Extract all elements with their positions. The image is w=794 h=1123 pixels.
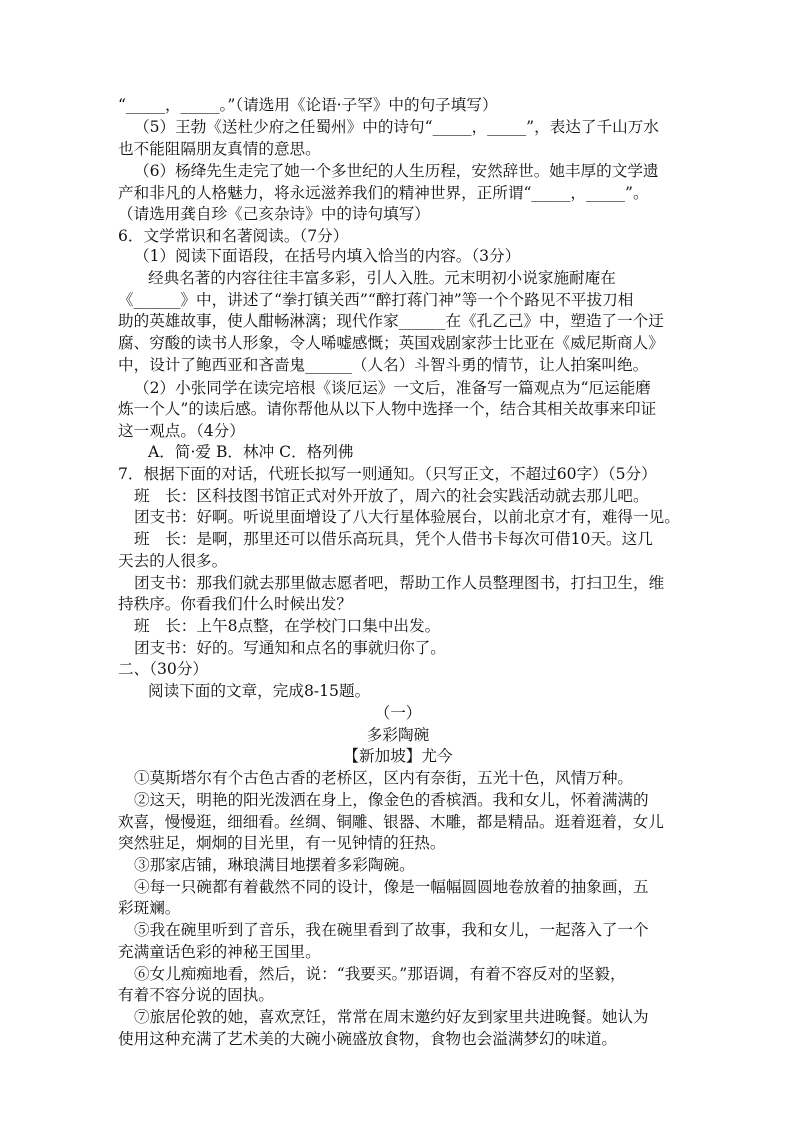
text-line: 腐、穷酸的读书人形象，令人唏嘘感慨；英国戏剧家莎士比亚在《威尼斯商人》	[118, 334, 664, 352]
text-line: 阅读下面的文章，完成8-15题。	[148, 682, 371, 700]
dialogue-line: 团支书：好啊。听说里面增设了八大行星体验展台，以前北京才有，难得一见。	[134, 508, 680, 526]
question-heading: 6．文学常识和名著阅读。（7分）	[118, 227, 349, 245]
dialogue-line: 班 长：是啊，那里还可以借乐高玩具，凭个人借书卡每次可借10天。这几	[134, 530, 653, 548]
paragraph-line: ⑤我在碗里听到了音乐，我在碗里看到了故事，我和女儿，一起落入了一个	[134, 921, 649, 939]
paragraph-line: 欢喜，慢慢逛，细细看。丝绸、铜雕、银器、木雕，都是精品。逛着逛着，女儿	[118, 813, 664, 831]
section-heading: 二、（30分）	[118, 660, 209, 678]
text-line: 产和非凡的人格魅力，将永远滋养我们的精神世界，正所谓“_____，_____”。	[118, 184, 649, 202]
text-line: 《______》中，讲述了“拳打镇关西”“醉打蒋门神”等一个个路见不平拔刀相	[118, 291, 634, 309]
text-line: （1）阅读下面语段，在括号内填入恰当的内容。（3分）	[134, 247, 521, 265]
text-line: 经典名著的内容往往丰富多彩，引人入胜。元末明初小说家施耐庵在	[148, 269, 616, 287]
paragraph-line: 充满童话色彩的神秘王国里。	[118, 943, 321, 961]
paragraph-line: ③那家店铺，琳琅满目地摆着多彩陶碗。	[134, 856, 415, 874]
text-line: 持秩序。你看我们什么时候出发？	[118, 595, 352, 613]
text-line: （6）杨绛先生走完了她一个多世纪的人生历程，安然辞世。她丰厚的文学遗	[134, 162, 659, 180]
text-line: （2）小张同学在读完培根《谈厄运》一文后，准备写一篇观点为“厄运能磨	[134, 379, 651, 397]
passage-number: （一）	[374, 704, 422, 722]
passage-title: 多彩陶碗	[366, 726, 430, 744]
text-line: 助的英雄故事，使人酣畅淋漓；现代作家______在《孔乙己》中，塑造了一个迂	[118, 312, 664, 330]
paragraph-line: ⑥女儿痴痴地看，然后，说：“我要买。”那语调，有着不容反对的坚毅，	[134, 965, 626, 983]
paragraph-line: ①莫斯塔尔有个古色古香的老桥区，区内有奈街，五光十色，风情万种。	[134, 769, 634, 787]
text-line: （5）王勃《送杜少府之任蜀州》中的诗句“_____，_____”，表达了千山万水	[134, 118, 659, 136]
dialogue-line: 团支书：那我们就去那里做志愿者吧，帮助工作人员整理图书，打扫卫生，维	[134, 574, 665, 592]
paragraph-line: 彩斑斓。	[118, 899, 181, 917]
dialogue-line: 班 长：上午8点整，在学校门口集中出发。	[134, 617, 441, 635]
paragraph-line: 使用这种充满了艺术美的大碗小碗盛放食物，食物也会溢满梦幻的味道。	[118, 1030, 618, 1048]
paragraph-line: ②这天，明艳的阳光泼洒在身上，像金色的香槟酒。我和女儿，怀着满满的	[134, 791, 649, 809]
text-line: 也不能阻隔朋友真情的意思。	[118, 140, 321, 158]
text-line: 炼一个人”的读后感。请你帮他从以下人物中选择一个，结合其相关故事来印证	[118, 400, 657, 418]
paragraph-line: ④每一只碗都有着截然不同的设计，像是一幅幅圆圆地卷放着的抽象画，五	[134, 878, 649, 896]
paragraph-line: 有着不容分说的固执。	[118, 986, 274, 1004]
paragraph-line: ⑦旅居伦敦的她，喜欢烹饪，常常在周末邀约好友到家里共进晚餐。她认为	[134, 1008, 649, 1026]
answer-options: A．简·爱 B．林冲 C．格列佛	[148, 443, 354, 461]
text-line: 中，设计了鲍西亚和吝啬鬼______（人名）斗智斗勇的情节，让人拍案叫绝。	[118, 356, 649, 374]
question-heading: 7．根据下面的对话，代班长拟写一则通知。（只写正文，不超过60字）（5分）	[118, 465, 657, 483]
paragraph-line: 突然驻足，炯炯的目光里，有一见钟情的狂热。	[118, 834, 446, 852]
text-line: （请选用龚自珍《己亥杂诗》中的诗句填写）	[118, 205, 430, 223]
passage-author: 【新加坡】尤今	[343, 747, 453, 765]
text-line: 天去的人很多。	[118, 552, 228, 570]
dialogue-line: 班 长：区科技图书馆正式对外开放了，周六的社会实践活动就去那儿吧。	[134, 487, 649, 505]
text-line: 这一观点。（4分）	[118, 422, 245, 440]
text-line: “_____，_____。”（请选用《论语·子罕》中的句子填写）	[118, 96, 498, 114]
dialogue-line: 团支书：好的。写通知和点名的事就归你了。	[134, 639, 446, 657]
